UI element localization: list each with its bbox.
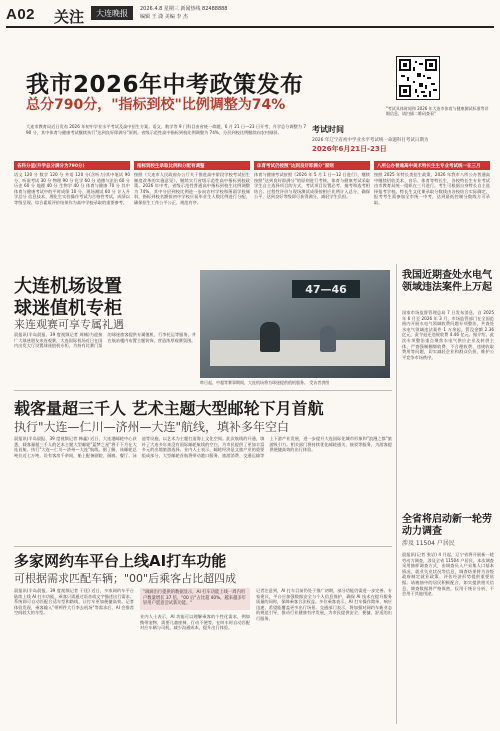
column-pe xyxy=(254,161,370,266)
main-subheadline: 总分790分，"指标到校"比例调整为74% xyxy=(26,97,286,113)
column-band: 八所公办普通高中美术特长生生专业考试统一在三月 xyxy=(374,161,490,170)
law-headline: 我国近期查处水电气领域违法案件上万起 xyxy=(402,270,492,293)
exam-date: 2026年6月21日-23日 xyxy=(312,145,387,153)
cruise-subheadline: 执行"大连—仁川—济州—大连"航线，填补多年空白 xyxy=(14,420,290,434)
column-text: 语文 120 分 数学 120 分 外语 120 分(含听力)其中笔试 90 分、听说考试 30 分 物理 90 分 化学 60 分 道德与法治 60 分 历史 60 分 地理 40 分 生物学 40 分 体育与健康 70 分 其中体育与健康考试中的平时成绩 10 分、现场测试 60 分 计入升学总分 信息技术、理化生实验操作考试为合格性考试，成绩以等级呈现。综合素质评价结果作为高中学校录取的重要参考。 xyxy=(14,172,130,205)
column-quota xyxy=(134,161,250,266)
column-band: 指标到校生录取比例和分配有调整 xyxy=(134,161,250,170)
ride-body-middle: 业内人士表示，AI 功能可以理解乘客的个性化需求，例如携带宠物、需要儿童座椅、行动不便等，在叫车时自动匹配对应车辆与司机，减少沟通成本，提升出行体验。 xyxy=(140,614,250,631)
survey-body: 晨报讯(记者 张岩) 4 月起，辽宁省将开展新一轮劳动力调查，涉及全省 11504 户居民。本次调查采用抽样调查方式，由调查员入户采集人口基本情况、就业失业状况等信息，调查结果将为各级政府制定就业政策、评估经济形势提供重要依据。请被抽中的居民积极配合，如实提供相关信息，调查数据将严格保密，仅用于统计分析，不会用于其他用途。 xyxy=(402,552,494,597)
qr-code-icon[interactable] xyxy=(396,56,440,100)
section-label: 关注 xyxy=(54,8,85,26)
exam-time-box xyxy=(312,124,487,156)
airport-body: 晨报讯(半岛晨报、39 度视频记者 周楠)为迎接广大球迷朋友来连观赛，大连国际机场近日在国内出发大厅设置球迷值机专柜，为持有比赛门票的球迷旅客提供专属值机、行李托运等服务，并在航站楼内布置主题装饰，营造浓厚观赛氛围。 xyxy=(14,332,196,349)
photo-person xyxy=(320,326,336,352)
column-text: 体育与健康考试按照《2026 年 5 月 1 日—12 日进行》，继续按照"达到良好即满分"的原则进行考核。体育与健康考试采取学生自主选择项目的方式，考试项目设置必考、抽考和选考相结合。过程性评价与现场测试成绩按相应比例计入总分，确保公平，达到良好等级即可获得满分，减轻学生负担。 xyxy=(254,172,370,200)
qr-caption: "考试具体时间和 2026 年大连市体育与健康测试标准等详细信息，请扫描二维码查看" xyxy=(386,106,489,116)
airport-headline-1: 大连机场设置 xyxy=(14,276,122,297)
ride-headline: 多家网约车平台上线AI打车功能 xyxy=(14,552,227,570)
header-divider xyxy=(6,26,494,28)
survey-headline: 全省将启动新一轮劳动力调查 xyxy=(402,514,492,537)
ride-subheadline: 可根据需求匹配车辆；"00"后乘客占比超四成 xyxy=(14,572,237,585)
column-band: 体育考试仍按照"达到良好即满分"原则 xyxy=(254,161,370,170)
airport-headline-2: 球迷值机专柜 xyxy=(14,298,122,319)
column-text: 按照《大连市人民政府办公厅关于推进高中阶段学校考试招生制度改革的实施意见》，继续实行省级示范性高中指标到校政策。2026 年中考，省级示范性普通高中指标到校生比例调整为 74%，其中分层到校比例进一步向农村学校和薄弱学校倾斜，指标到校名额按初中学校应届毕业生人数比例进行分配，确保招生工作公平公正、规范有序。 xyxy=(134,172,250,205)
issue-date-line: 2026.4.8 星期三 新闻热线 82488888 xyxy=(140,6,228,12)
exam-time-title: 考试时间 xyxy=(312,125,344,134)
page-number: A02 xyxy=(6,6,36,23)
ride-body-right: 记者注意到，AI 打车目前仍处于推广初期，部分功能仍需进一步完善。专家建议，平台应加强数据安全与个人信息保护，确保 AI 技术在提升服务质量的同时，保障乘客合法权益。多位乘客表示，AI 打车操作简单、响应迅速，希望能覆盖更多出行场景。交通部门表示，将加强对网约车新业态的规范引导，推动行业健康有序发展，为市民提供安全、便捷、舒适的出行服务。 xyxy=(256,588,392,621)
cruise-headline: 载客量超三千人 艺术主题大型邮轮下月首航 xyxy=(14,399,324,418)
column-art xyxy=(374,161,490,266)
survey-subheadline: 涉及 11504 户居民 xyxy=(402,540,455,547)
main-headline: 我市2026年中考政策发布 xyxy=(26,72,304,98)
column-text: 按照 2025 年特长类招生政策，2026 年我市八所公办普通高中继续招收美术、音乐、体育等特长生，各校特长生专业考试由市教育局统一组织在三月进行，考生可根据自身特长自主选择报考学校。特长生文化课录取分数线由各校结合实际确定，报考考生需参加全市统一中考，达到最低控制分数线方可录取。 xyxy=(374,172,490,205)
section-divider xyxy=(14,546,392,547)
editor-line: 编辑 王 潇 美编 李 杰 xyxy=(140,14,188,20)
main-lead-paragraph: 大连市教育局近日发布 2026 年初中学业水平考试及高中招生方案。语文、数学等 9 门科目由省统一命题，6 月 21 日—23 日开考，升学总分调整为 790 分，其中体育与健康考试继续执行"达到良好即满分"原则。省级示范性高中指标到校比例调整为 74%，分层到校比例继续向农村倾斜。 xyxy=(26,124,306,135)
airport-photo xyxy=(200,270,390,378)
column-band: 各科分值(升学总分满分为790分) xyxy=(14,161,130,170)
photo-counter-sign: 47—46 xyxy=(292,280,360,298)
newspaper-logo: 大连晚报 xyxy=(91,6,133,20)
law-body: 国家市场监督管理总局 7 日发布消息，自 2025 年 6 月至 2026 年 3 月，市场监管部门在全国范围内开展水电气领域收费问题专项整治，共查处水电气领域违法案件 1 万余起，罚没金额 2.36 亿元，责令退还违规收费 4.46 亿元。据介绍，此次专项整治重点聚焦水电气供应企业及转供主体，严查强制捆绑收费、不合理收费、违规收取费用等问题，切实减轻企业和群众负担，维护公平竞争市场秩序。 xyxy=(402,310,494,360)
ride-pull-quote: "滴滴出行提供的数据显示，AI 打车功能上线一周内用户数量增长 37 倍，"00 后"占比超 40%，越来越多年轻用户愿意尝试新功能。" xyxy=(140,588,250,610)
right-column-divider xyxy=(396,264,397,724)
photo-checkin-counter xyxy=(210,340,385,366)
column-scores xyxy=(14,161,130,266)
section-divider xyxy=(14,390,392,391)
cruise-body: 晨报讯(半岛晨报、39 度视频记者 韩鑫) 近日，大连港邮轮中心获悉，载客量超三千人的艺术主题大型邮轮"蓝梦之星"将于下月在大连首航，执行"大连—仁川—济州—大连"航线。据了解，该邮轮总吨位近七万吨，设有客房千余间，船上配备剧院、画廊、餐厅、泳池等设施，以艺术为主题打造海上文化空间。此次航线的开通，填补了大连多年来没有国际邮轮航线的空白，为市民提供了更加丰富多元的出境旅游选择。业内人士表示，邮轮经济是文旅产业的重要组成部分，大型邮轮首航将带动港口服务、旅游消费、交通运输等上下游产业发展，进一步提升大连国际化城市形象和"浪漫之都"旅游吸引力。相关部门将持续优化邮轮通关、接驳等服务，为游客提供便捷高效的出行体验。 xyxy=(14,436,392,458)
exam-time-desc: 2026 年辽宁省初中学业水平考试统一命题科目考试日期为 xyxy=(312,138,429,143)
airport-subheadline: 来连观赛可享专属礼遇 xyxy=(14,318,124,331)
photo-caption: 昨日起，中超等赛事期间，大连机场将为球迷提供值机服务。 受访者供图 xyxy=(200,380,330,385)
photo-person xyxy=(260,322,280,352)
ride-body-left: 晨报讯(半岛晨报、39 度视频记者 于佳) 近日，多家网约车平台陆续上线 AI 打车功能，乘客只需通过语音或文字描述出行需求，系统即可自动匹配合适车型和路线，让打车更加便捷高效。记者体验发现，乘客输入"带两件大行李去机场"等需求后，AI 会推荐空间较大的车型。 xyxy=(14,588,134,616)
